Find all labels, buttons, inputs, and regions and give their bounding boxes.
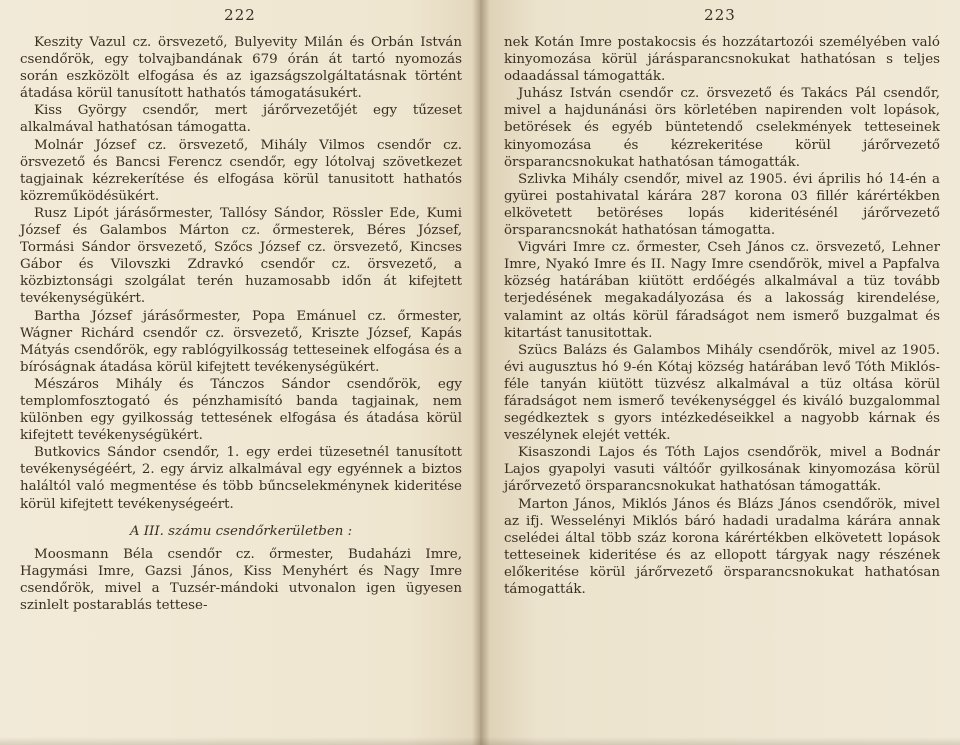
left-paragraph-6: Mészáros Mihály és Tánczos Sándor csendőrök, egy templomfosztogató és pénzhamisító banda tagjainak, nem különben egy gyilkosság tettesének elfogása és átadása körül kifejtett tevékenységükért.: [20, 376, 462, 444]
right-paragraph-6: Marton János, Miklós János és Blázs János csendőrök, mivel az ifj. Wesselényi Miklós báró hadadi uradalma kárára annak cselédei által több száz korona kárértékben elkövetett lopások tetteseinek kideritése és az ellopott tárgyak nagy részének előkeritése körül járőrvezető örsparancsnokukat hathatósan támogatták.: [504, 496, 940, 597]
left-paragraph-8: Moosmann Béla csendőr cz. őrmester, Budaházi Imre, Hagymási Imre, Gazsi János, Kiss Menyhért és Nagy Imre csendőrök, mivel a Tuzsér-mándoki utvonalon igen ügyesen szinlelt postarablás tettese-: [20, 546, 462, 613]
left-paragraph-5: Bartha József járásőrmester, Popa Emánuel cz. őrmester, Wágner Richárd csendőr cz. örsvezető, Kriszte József, Kapás Mátyás csendőrök, egy rablógyilkosság tetteseinek elfogása és a bíróságnak átadása körül kifejtett tevékenységükért.: [20, 308, 462, 375]
right-paragraph-5: Kisaszondi Lajos és Tóth Lajos csendőrök, mivel a Bodnár Lajos gyapolyi vasuti váltóőr gyilkosának kinyomozása körül járőrvezető örsparancsnokukat hathatósan támogatták.: [504, 445, 940, 495]
right-page: [480, 0, 960, 745]
left-paragraph-3: Molnár József cz. örsvezető, Mihály Vilmos csendőr cz. örsvezető és Bancsi Ferencz csendőr, egy lótolvaj szövetkezet tagjainak kézrekerítése és elfogása körül tanusitott hathatós közreműködésükért.: [20, 137, 462, 204]
left-page-text: [20, 34, 462, 614]
right-page-text: [504, 34, 940, 598]
left-paragraph-4: Rusz Lipót járásőrmester, Tallósy Sándor, Rössler Ede, Kumi József és Galambos Márton cz. őrmesterek, Béres József, Tormási Sándor örsvezető, Szőcs József cz. örsvezető, Kincses Gábor és Vilovszki Zdravkó csendőr cz. örsvezető, a közbiztonsági szolgálat terén huzamosabb időn át kifejtett tevékenységükért.: [20, 205, 462, 307]
right-paragraph-4: Szücs Balázs és Galambos Mihály csendőrök, mivel az 1905. évi augusztus hó 9-én Kótaj község határában levő Tóth Miklós-féle tanyán kiütött tüzvész alkalmával a tüz oltása körül fáradságot nem ismerő tevékenységgel és kiváló buzgalommal segédkeztek s gyors intézkedéseikkel a nagyobb kárnak és veszélynek elejét vették.: [504, 342, 940, 444]
left-page-number: 222: [224, 6, 256, 24]
left-paragraph-7: Butkovics Sándor csendőr, 1. egy erdei tüzesetnél tanusított tevékenységéért, 2. egy árviz alkalmával egy egyénnek a biztos haláltól való megmentése és több bűncselekménynek kideritése körül kifejtett tevékenységeért.: [20, 445, 462, 512]
right-paragraph-1: Juhász István csendőr cz. örsvezető és Takács Pál csendőr, mivel a hajdunánási örs körletében napirenden volt lopások, betörések és egyéb büntetendő cselekmények tetteseinek kinyomozása és kézrekeritése körül járőrvezető örsparancsnokukat hathatósan támogatták.: [504, 86, 940, 170]
right-paragraph-continuation: nek Kotán Imre postakocsis és hozzátartozói személyében való kinyomozása körül járásparancsnokukat hathatósan s teljes odaadással támogatták.: [504, 35, 940, 85]
left-paragraph-1: Keszity Vazul cz. örsvezető, Bulyevity Milán és Orbán István csendőrök, egy tolvajbandának 679 órán át tartó nyomozás során eszközölt elfogása és az igazságszolgáltatásnak történt átadása körül tanusított hathatós támogatásukért.: [20, 35, 462, 102]
right-paragraph-2: Szlivka Mihály csendőr, mivel az 1905. évi április hó 14-én a gyürei postahivatal kárára 287 korona 03 fillér kárértékben elkövetett betöréses lopás kideritésénél járőrvezető örsparancsnokát hathatósan támogatta.: [504, 171, 940, 239]
left-paragraph-2: Kiss György csendőr, mert járőrvezetőjét egy tűzeset alkalmával hathatósan támogatta.: [20, 103, 462, 136]
right-page-number: 223: [704, 6, 736, 24]
section-heading: A III. számu csendőrkerületben :: [129, 523, 353, 539]
left-page-edge-shadow: [0, 737, 480, 745]
right-page-edge-shadow: [480, 737, 960, 745]
right-paragraph-3: Vigvári Imre cz. őrmester, Cseh János cz. örsvezető, Lehner Imre, Nyakó Imre és II. Nagy Imre csendőrök, mivel a Papfalva község határában kiütött erdőégés alkalmával a tüz tovább terjedésének megakadályozása és a lakosság kirendelése, valamint az oltás körül fáradságot nem ismerő buzgalmat és kitartást tanusitottak.: [504, 240, 940, 341]
